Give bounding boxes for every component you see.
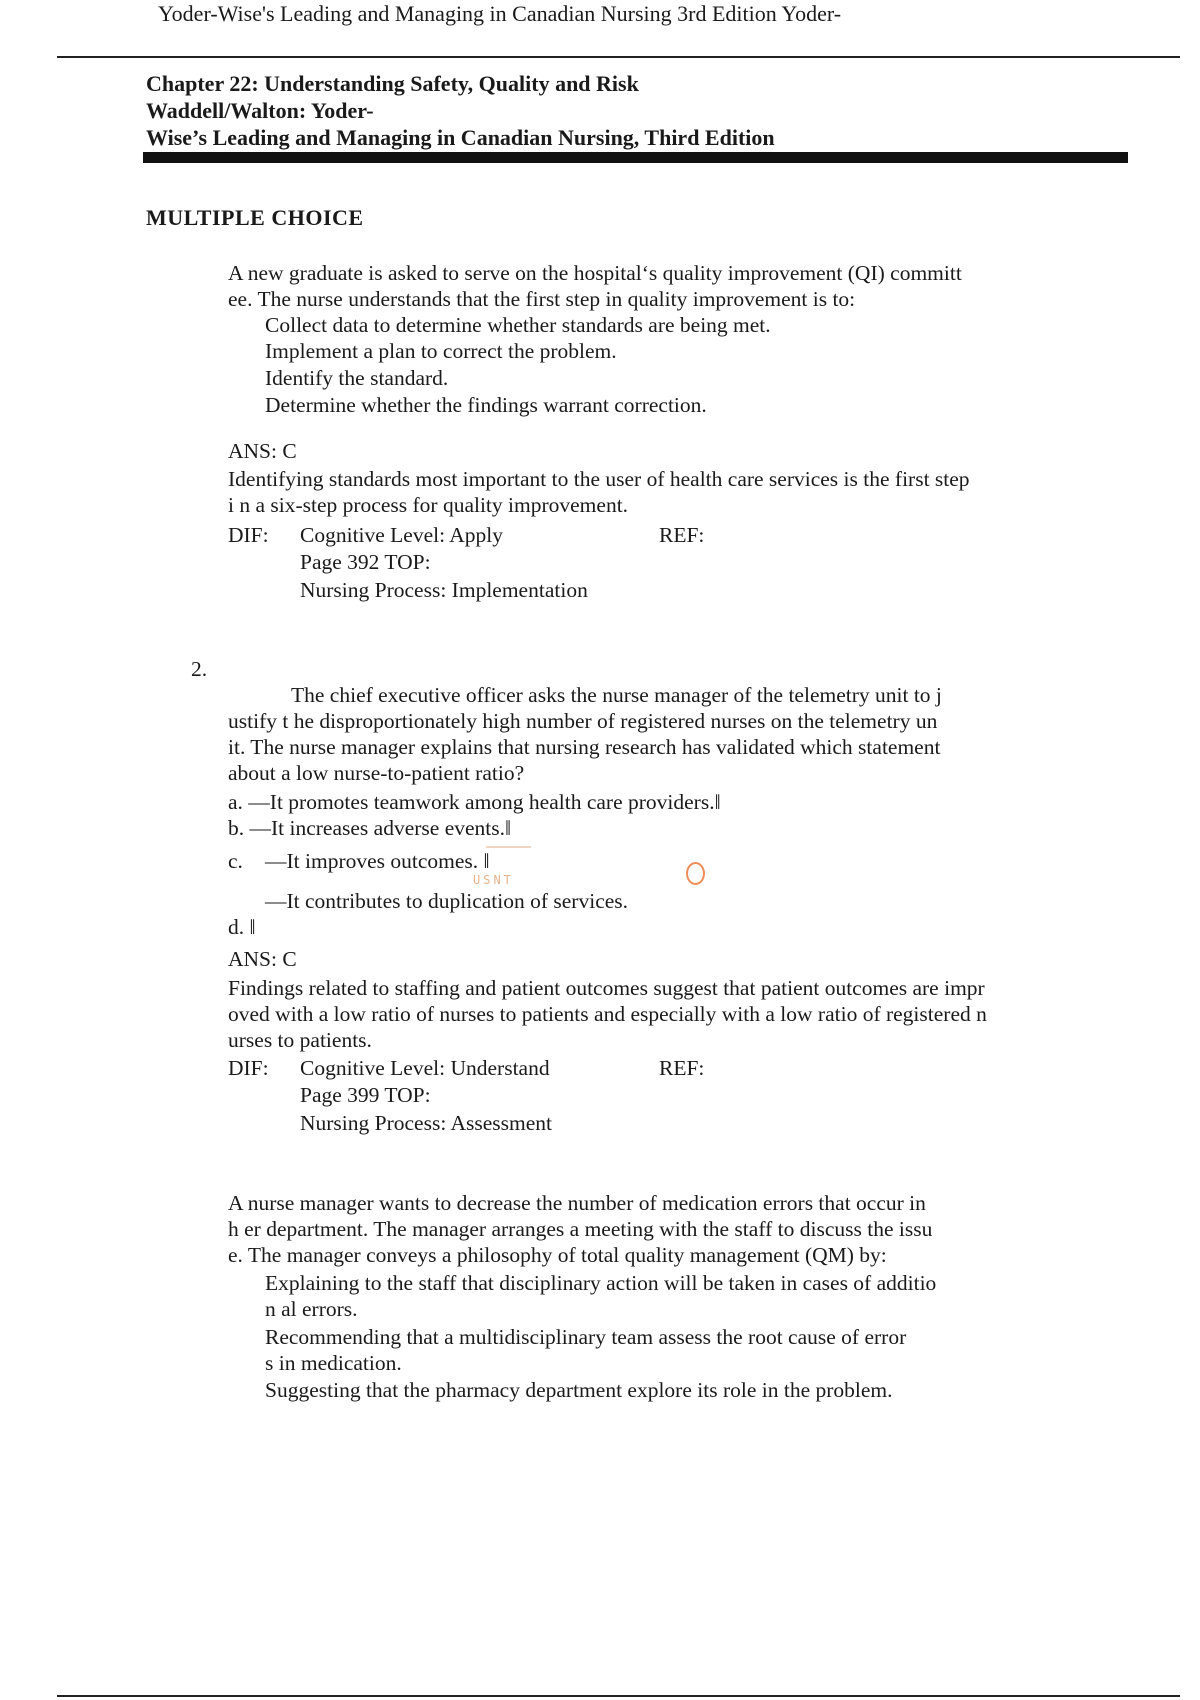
q2-nursing-process: Nursing Process: Assessment — [300, 1111, 553, 1135]
q2-option-c: ―It improves outcomes. ‖ — [265, 849, 490, 873]
q2-answer: ANS: C — [228, 947, 297, 971]
q2-stem-line-1: The chief executive officer asks the nurse manager of the telemetry unit to j — [291, 683, 942, 707]
q2-rationale-line-1: Findings related to staffing and patient outcomes suggest that patient outcomes are impr — [228, 976, 985, 1000]
q2-rationale-line-3: urses to patients. — [228, 1028, 372, 1052]
running-header-title: Yoder-Wise's Leading and Managing in Canadian Nursing 3rd Edition Yoder- — [158, 1, 842, 26]
q2-option-d: ―It contributes to duplication of services. — [265, 889, 629, 913]
q2-ref-label: REF: — [659, 1056, 705, 1080]
q1-option-c: Identify the standard. — [265, 366, 449, 390]
watermark-circle — [686, 862, 705, 885]
q1-answer: ANS: C — [228, 439, 297, 463]
footer-divider — [57, 1695, 1180, 1697]
chapter-title-block — [146, 70, 775, 151]
header-divider — [57, 56, 1180, 58]
q2-dif-label: DIF: — [228, 1056, 269, 1080]
q2-stem-line-3: it. The nurse manager explains that nursing research has validated which statement — [228, 735, 941, 759]
q1-page-ref: Page 392 TOP: — [300, 550, 431, 574]
q1-option-a: Collect data to determine whether standards are being met. — [265, 313, 771, 337]
q2-page-ref: Page 399 TOP: — [300, 1083, 431, 1107]
q1-rationale-line-1: Identifying standards most important to the user of health care services is the first step — [228, 467, 970, 491]
q3-stem-line-1: A nurse manager wants to decrease the number of medication errors that occur in — [228, 1191, 926, 1215]
q3-option-a-line-2: n al errors. — [265, 1297, 358, 1321]
chapter-book-title: Wise’s Leading and Managing in Canadian Nursing, Third Edition — [146, 125, 775, 150]
q2-stem-line-4: about a low nurse-to-patient ratio? — [228, 761, 525, 785]
watermark-line — [486, 846, 531, 848]
q3-option-c: Suggesting that the pharmacy department explore its role in the problem. — [265, 1378, 893, 1402]
watermark-stamp: USNT — [473, 873, 514, 887]
q1-option-d: Determine whether the findings warrant correction. — [265, 393, 707, 417]
q2-option-a: a. ―It promotes teamwork among health care providers.‖ — [228, 790, 721, 814]
chapter-divider — [143, 152, 1128, 163]
q2-number: 2. — [191, 657, 208, 681]
q1-dif-label: DIF: — [228, 523, 269, 547]
q3-option-b-line-2: s in medication. — [265, 1351, 402, 1375]
q2-option-d-letter: d. ‖ — [228, 915, 256, 939]
q2-option-c-letter: c. — [228, 849, 243, 873]
q3-stem-line-2: h er department. The manager arranges a meeting with the staff to discuss the issu — [228, 1217, 933, 1241]
q2-option-b: b. ―It increases adverse events.‖ — [228, 816, 512, 840]
q1-ref-label: REF: — [659, 523, 705, 547]
q3-option-b-line-1: Recommending that a multidisciplinary team assess the root cause of error — [265, 1325, 907, 1349]
q1-rationale-line-2: i n a six-step process for quality improvement. — [228, 493, 629, 517]
q1-stem-line-1: A new graduate is asked to serve on the hospital‘s quality improvement (QI) committ — [228, 261, 962, 285]
q2-cognitive-level: Cognitive Level: Understand — [300, 1056, 550, 1080]
q1-option-b: Implement a plan to correct the problem. — [265, 339, 617, 363]
q2-stem-line-2: ustify t he disproportionately high number of registered nurses on the telemetry un — [228, 709, 938, 733]
q3-stem-line-3: e. The manager conveys a philosophy of total quality management (QM) by: — [228, 1243, 887, 1267]
q2-rationale-line-2: oved with a low ratio of nurses to patients and especially with a low ratio of registered n — [228, 1002, 987, 1026]
q3-option-a-line-1: Explaining to the staff that disciplinary action will be taken in cases of additio — [265, 1271, 937, 1295]
section-heading: MULTIPLE CHOICE — [146, 205, 364, 230]
q1-stem-line-2: ee. The nurse understands that the first step in quality improvement is to: — [228, 287, 856, 311]
chapter-authors: Waddell/Walton: Yoder- — [146, 98, 374, 123]
chapter-title: Chapter 22: Understanding Safety, Quality and Risk — [146, 71, 639, 96]
q1-cognitive-level: Cognitive Level: Apply — [300, 523, 504, 547]
q1-nursing-process: Nursing Process: Implementation — [300, 578, 588, 602]
